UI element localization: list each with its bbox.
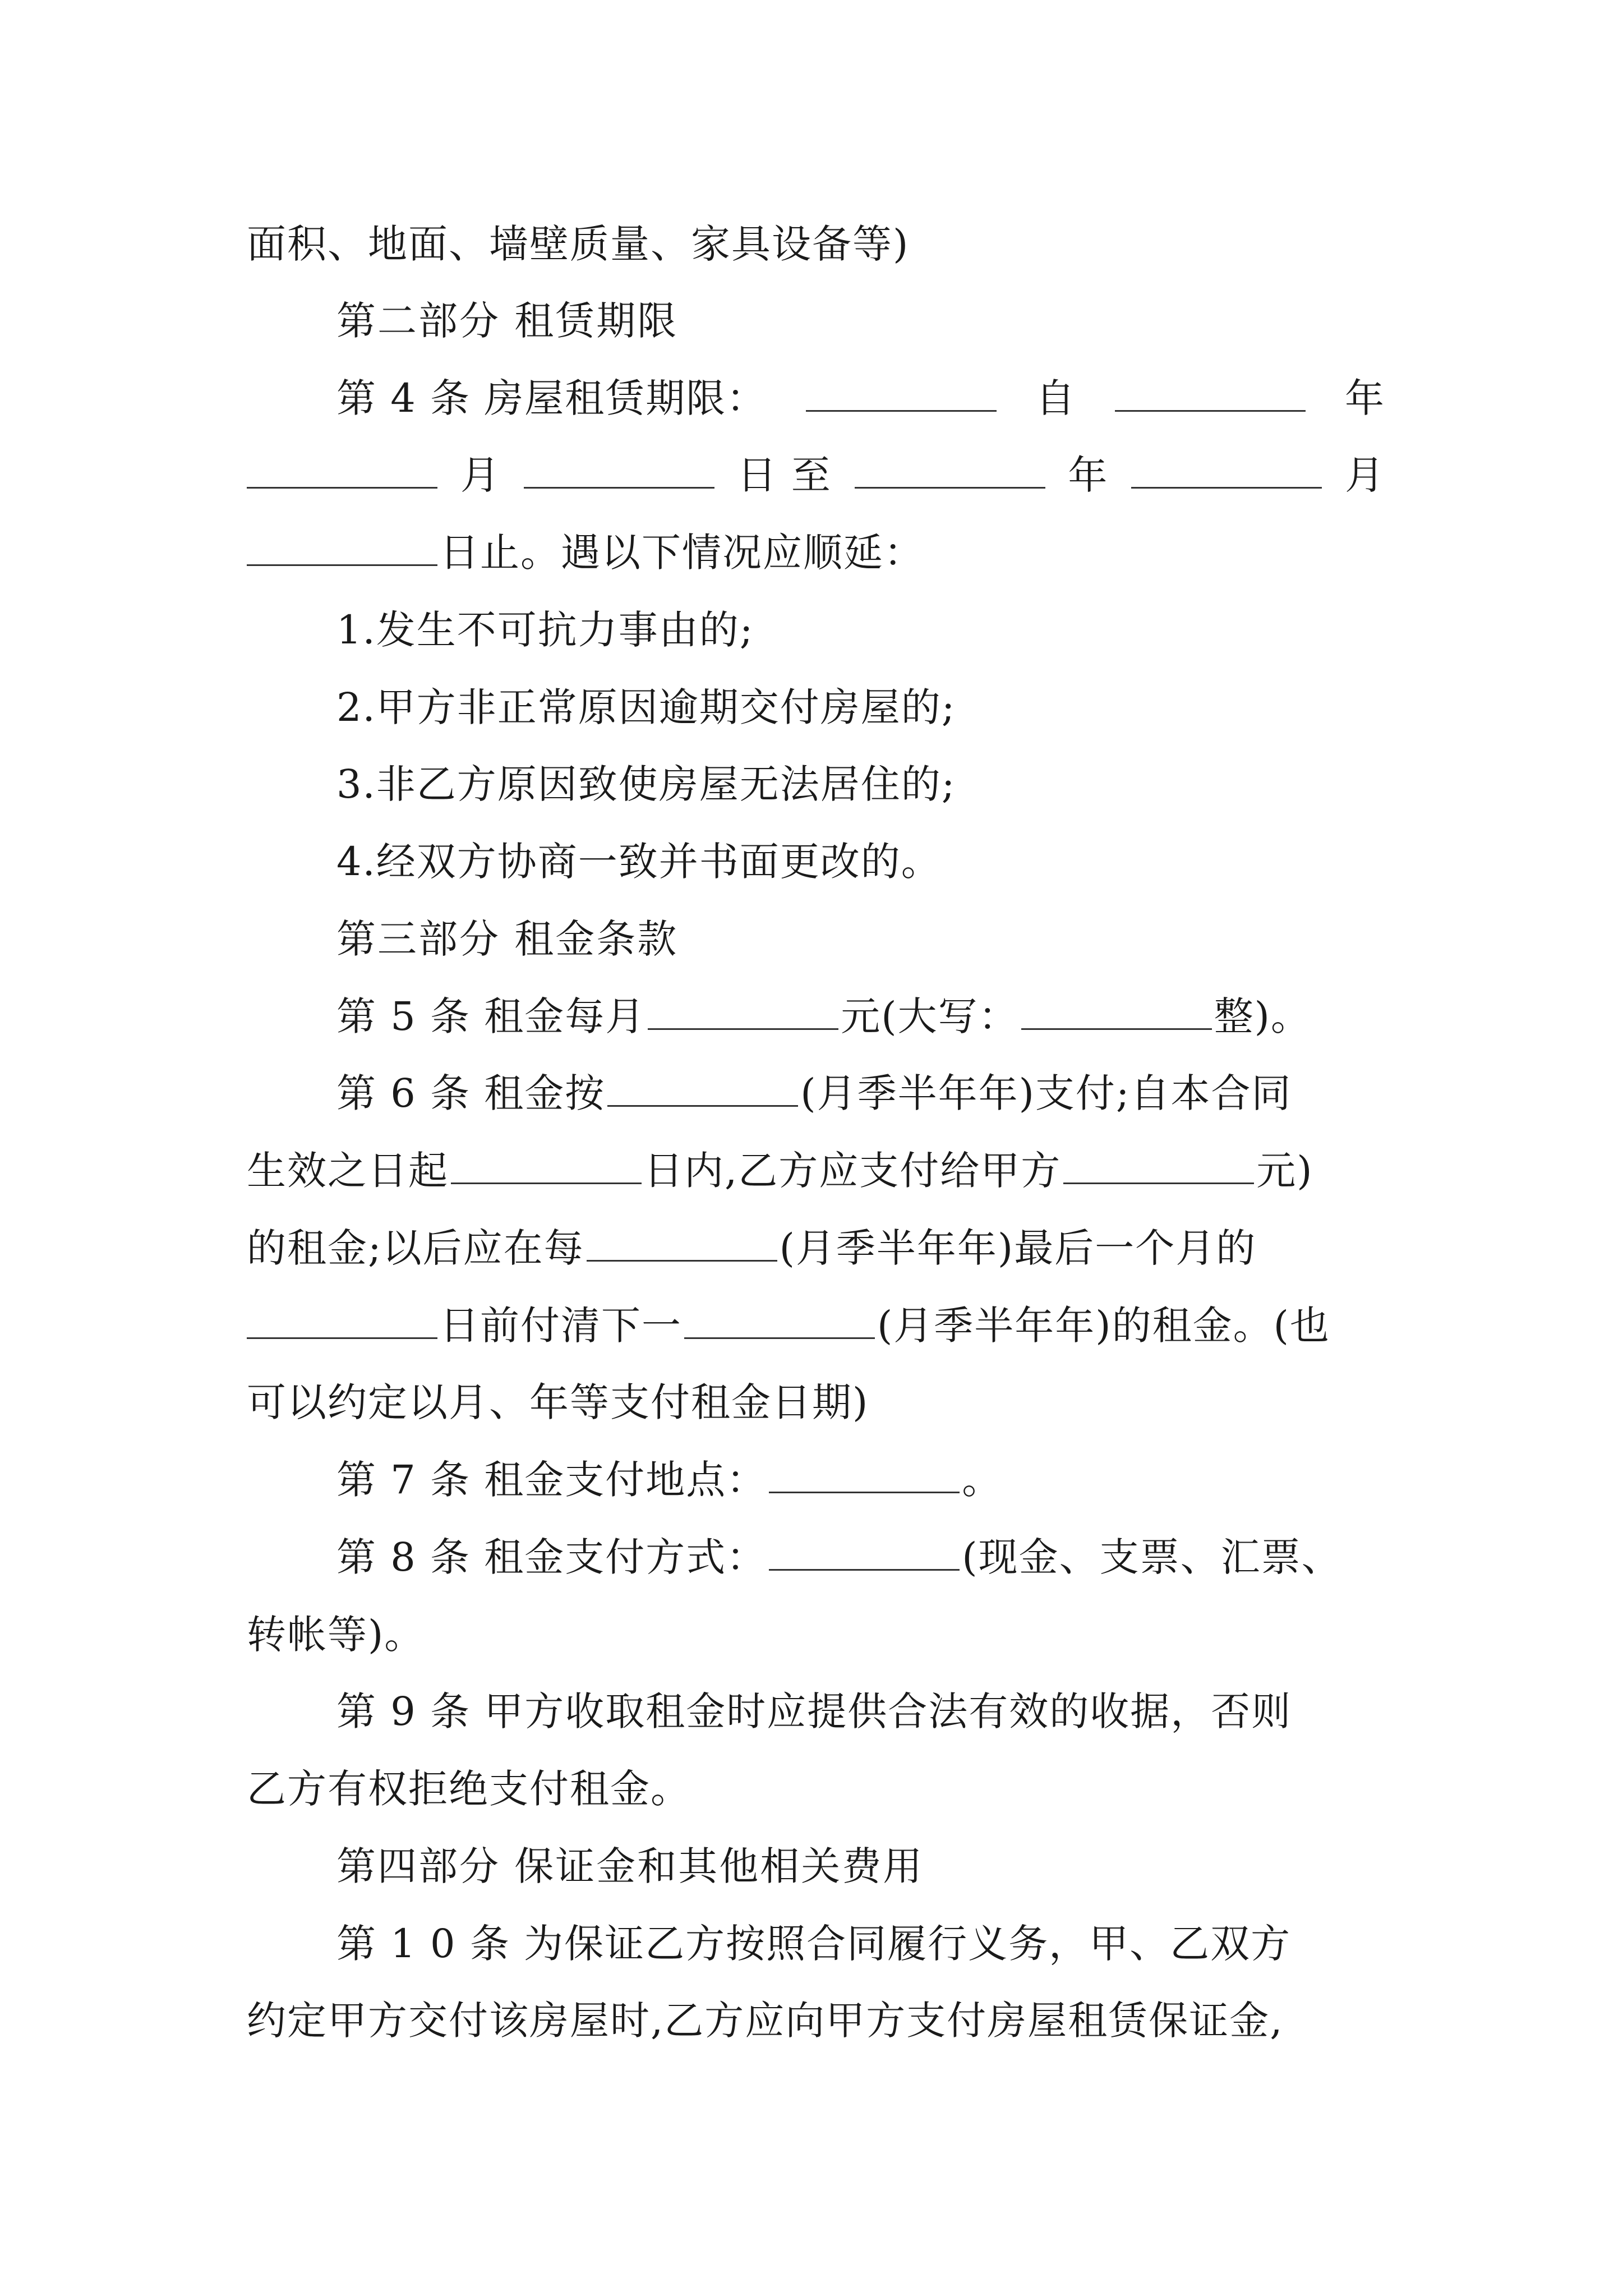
text-segment: 元(大写： [841, 993, 1019, 1039]
text-segment: 转帐等)。 [247, 1612, 425, 1658]
text-segment: 第 7 条 租金支付地点： [336, 1457, 767, 1503]
article-8-line-1 [336, 1529, 1385, 1585]
section-title [336, 293, 1385, 349]
text-segment: 4.经双方协商一致并书面更改的。 [336, 839, 942, 885]
list-item [336, 756, 1385, 812]
text-segment: 面积、地面、墙壁质量、家具设备等) [247, 221, 910, 267]
text-segment: 乙方有权拒绝支付租金。 [247, 1766, 691, 1812]
article-4-line-3 [247, 524, 1385, 581]
section-title [336, 911, 1385, 967]
section-title [336, 1838, 1385, 1894]
text-segment: 第三部分 租金条款 [336, 916, 679, 962]
article-4-line-1 [336, 370, 1385, 426]
blank-field [1021, 989, 1212, 1030]
blank-field [607, 1066, 798, 1107]
blank-field [247, 1298, 437, 1339]
blank-field [806, 371, 997, 412]
article-6-line-2 [247, 1143, 1385, 1199]
text-segment: 生效之日起 [247, 1148, 449, 1194]
blank-field [684, 1298, 875, 1339]
text-segment: 日内,乙方应支付给甲方 [644, 1148, 1062, 1194]
blank-field [1063, 1143, 1254, 1184]
text-segment: 日前付清下一 [440, 1303, 682, 1349]
text-segment: 第 5 条 租金每月 [336, 993, 646, 1039]
blank-field [587, 1221, 777, 1262]
text-segment: 第 8 条 租金支付方式： [336, 1534, 767, 1580]
blank-field [769, 1530, 960, 1571]
article-9-line-2 [247, 1761, 1385, 1817]
article-6-line-4 [247, 1297, 1385, 1354]
article-6-line-5 [247, 1374, 1385, 1430]
text-segment: 可以约定以月、年等支付租金日期) [247, 1379, 869, 1425]
article-9-line-1 [336, 1683, 1385, 1740]
text-segment: (月季半年年)的租金。(也 [877, 1303, 1330, 1349]
text-segment: 年 [1344, 375, 1385, 421]
article-10-line-1 [336, 1916, 1385, 1972]
text-segment: 日 至 [737, 452, 832, 498]
text-segment: (现金、支票、汇票、 [962, 1534, 1342, 1580]
blank-field [247, 448, 437, 489]
text-segment: 约定甲方交付该房屋时,乙方应向甲方支付房屋租赁保证金, [247, 1998, 1284, 2044]
article-5-line [336, 988, 1385, 1045]
article-6-line-3 [247, 1220, 1385, 1276]
article-8-line-2 [247, 1607, 1385, 1663]
text-segment: 元) [1256, 1148, 1313, 1194]
text-line [247, 216, 1385, 272]
blank-field [769, 1452, 960, 1493]
article-10-line-2 [247, 1993, 1385, 2049]
article-7-line [336, 1452, 1385, 1508]
article-6-line-1 [336, 1065, 1385, 1121]
text-segment: 3.非乙方原因致使房屋无法居住的; [336, 761, 956, 807]
text-segment: 2.甲方非正常原因逾期交付房屋的; [336, 684, 956, 730]
text-segment: 第四部分 保证金和其他相关费用 [336, 1843, 924, 1889]
blank-field [247, 525, 437, 566]
blank-field [648, 989, 838, 1030]
text-segment: 第 4 条 房屋租赁期限： [336, 375, 767, 421]
text-segment: 月 [1344, 452, 1385, 498]
text-segment: 第 1 0 条 为保证乙方按照合同履行义务，甲、乙双方 [336, 1921, 1292, 1967]
blank-field [1115, 371, 1306, 412]
list-item [336, 602, 1385, 658]
blank-field [524, 448, 714, 489]
article-4-line-2 [247, 447, 1385, 503]
blank-field [1131, 448, 1322, 489]
blank-field [855, 448, 1045, 489]
text-segment: (月季半年年)最后一个月的 [779, 1225, 1257, 1271]
text-segment: 1.发生不可抗力事由的; [336, 607, 754, 653]
text-segment: 自 [1035, 375, 1076, 421]
text-segment: 整)。 [1214, 993, 1311, 1039]
list-item [336, 834, 1385, 890]
text-segment: 。 [962, 1457, 1003, 1503]
text-segment: 第 9 条 甲方收取租金时应提供合法有效的收据，否则 [336, 1688, 1292, 1734]
text-segment: 第二部分 租赁期限 [336, 298, 679, 344]
text-segment: 第 6 条 租金按 [336, 1070, 606, 1116]
list-item [336, 679, 1385, 735]
text-segment: 日止。遇以下情况应顺延： [440, 530, 924, 576]
text-segment: 的租金;以后应在每 [247, 1225, 584, 1271]
text-segment: 月 [460, 452, 501, 498]
text-segment: (月季半年年)支付;自本合同 [800, 1070, 1292, 1116]
text-segment: 年 [1068, 452, 1109, 498]
blank-field [451, 1143, 642, 1184]
